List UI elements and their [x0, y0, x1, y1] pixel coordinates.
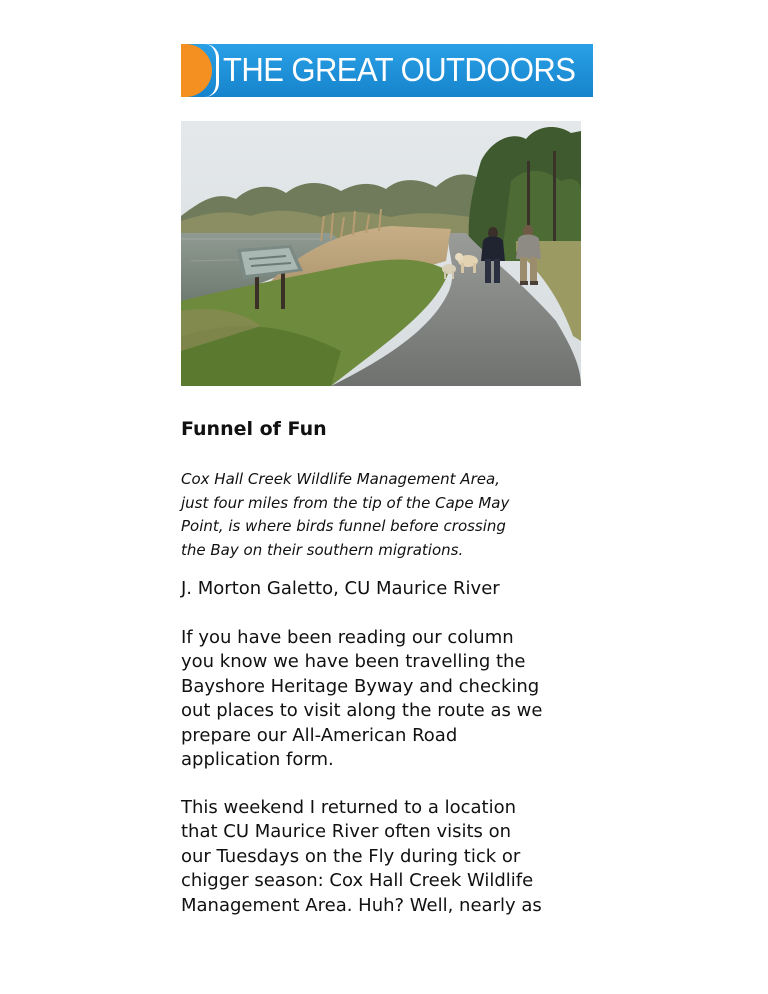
section-banner — [181, 44, 593, 97]
paragraph-line: out places to visit along the route as we — [181, 700, 543, 722]
trail-photo-illustration — [181, 121, 581, 386]
article-headline: Funnel of Fun — [181, 418, 327, 440]
body-paragraph-1 — [181, 626, 601, 772]
paragraph-line: you know we have been travelling the — [181, 651, 526, 673]
paragraph-line: Bayshore Heritage Byway and checking — [181, 675, 540, 697]
paragraph-line: If you have been reading our column — [181, 627, 514, 648]
photo-caption — [181, 468, 593, 562]
banner-accent-edge — [205, 44, 219, 97]
paragraph-line: application form. — [181, 749, 334, 771]
paragraph-line: Management Area. Huh? Well, nearly as — [181, 894, 542, 916]
paragraph-line: prepare our All-American Road — [181, 724, 458, 746]
paragraph-line: our Tuesdays on the Fly during tick or — [181, 845, 521, 867]
caption-line: Point, is where birds funnel before crossing — [181, 517, 506, 535]
paragraph-line: chigger season: Cox Hall Creek Wildlife — [181, 870, 534, 892]
banner-title: THE GREAT OUTDOORS — [223, 51, 576, 88]
body-paragraph-2 — [181, 796, 601, 918]
trail-photo — [181, 121, 581, 386]
caption-line: just four miles from the tip of the Cape May — [181, 493, 510, 512]
paragraph-line: that CU Maurice River often visits on — [181, 821, 512, 843]
article-byline: J. Morton Galetto, CU Maurice River — [181, 578, 500, 599]
paragraph-line: This weekend I returned to a location — [181, 797, 517, 818]
caption-line: Cox Hall Creek Wildlife Management Area, — [181, 470, 500, 488]
caption-line: the Bay on their southern migrations. — [181, 540, 464, 559]
